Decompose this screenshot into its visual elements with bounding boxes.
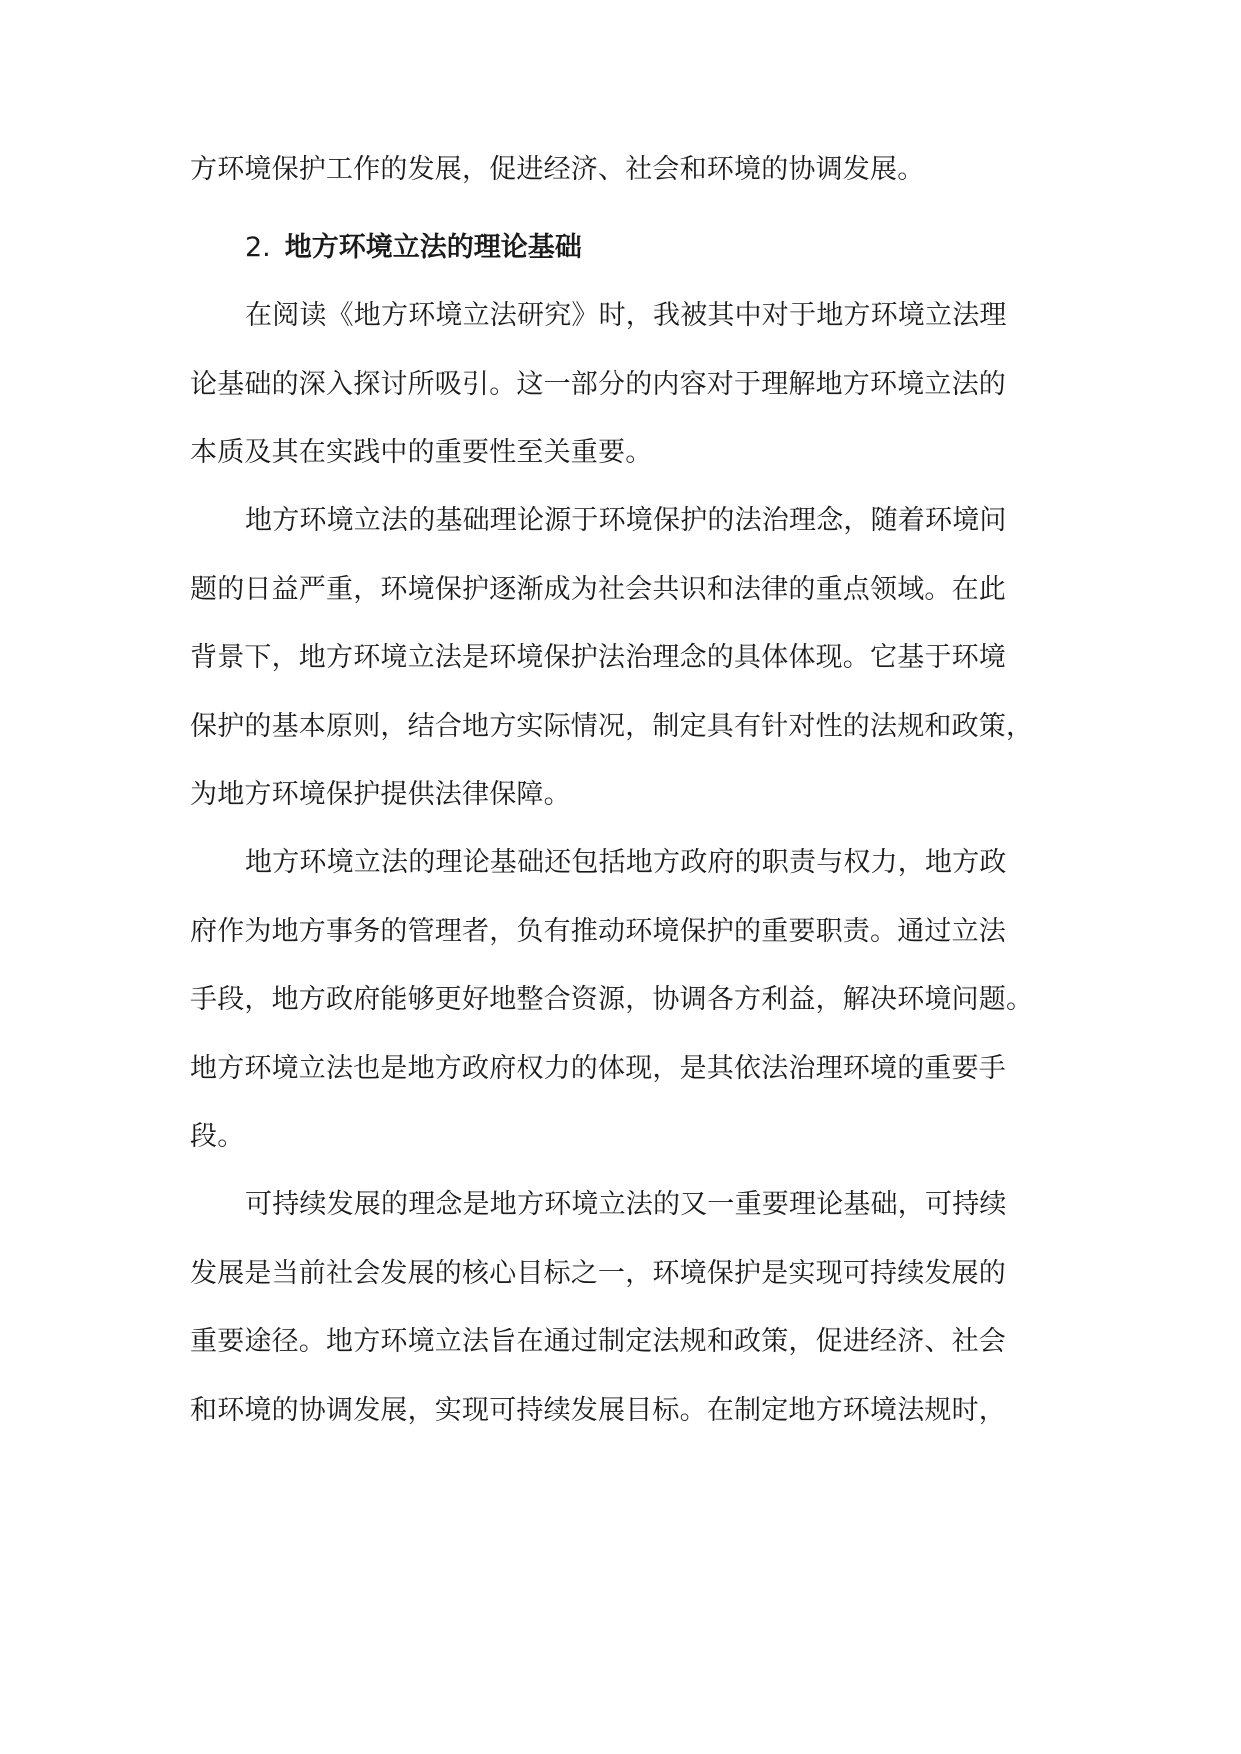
paragraph-line: 方环境保护工作的发展，促进经济、社会和环境的协调发展。 [190, 154, 925, 185]
paragraph-line: 段。 [190, 1121, 245, 1152]
paragraph-line: 在阅读《地方环境立法研究》时，我被其中对于地方环境立法理 [245, 300, 1007, 331]
section-heading [245, 231, 582, 265]
paragraph-line: 保护的基本原则，结合地方实际情况，制定具有针对性的法规和政策， [190, 711, 1034, 742]
paragraph-line: 手段，地方政府能够更好地整合资源，协调各方利益，解决环境问题。 [190, 984, 1034, 1015]
paragraph-line: 背景下，地方环境立法是环境保护法治理念的具体体现。它基于环境 [190, 642, 1006, 673]
paragraph-line: 本质及其在实践中的重要性至关重要。 [190, 437, 653, 468]
paragraph-line: 地方环境立法的理论基础还包括地方政府的职责与权力，地方政 [245, 847, 1007, 878]
paragraph-line: 为地方环境保护提供法律保障。 [190, 779, 571, 810]
section-title: 地方环境立法的理论基础 [284, 232, 582, 263]
paragraph-line: 府作为地方事务的管理者，负有推动环境保护的重要职责。通过立法 [190, 916, 1006, 947]
paragraph-line: 重要途径。地方环境立法旨在通过制定法规和政策，促进经济、社会 [190, 1326, 1006, 1357]
section-number: 2. [245, 232, 271, 263]
paragraph-line: 地方环境立法也是地方政府权力的体现，是其依法治理环境的重要手 [190, 1053, 1006, 1084]
paragraph-line: 发展是当前社会发展的核心目标之一，环境保护是实现可持续发展的 [190, 1258, 1006, 1289]
paragraph-line: 可持续发展的理念是地方环境立法的又一重要理论基础，可持续 [245, 1189, 1007, 1220]
paragraph-line: 和环境的协调发展，实现可持续发展目标。在制定地方环境法规时， [190, 1395, 1006, 1426]
paragraph-line: 题的日益严重，环境保护逐渐成为社会共识和法律的重点领域。在此 [190, 574, 1006, 605]
paragraph-line: 论基础的深入探讨所吸引。这一部分的内容对于理解地方环境立法的 [190, 369, 1006, 400]
paragraph-line: 地方环境立法的基础理论源于环境保护的法治理念，随着环境问 [245, 505, 1007, 536]
